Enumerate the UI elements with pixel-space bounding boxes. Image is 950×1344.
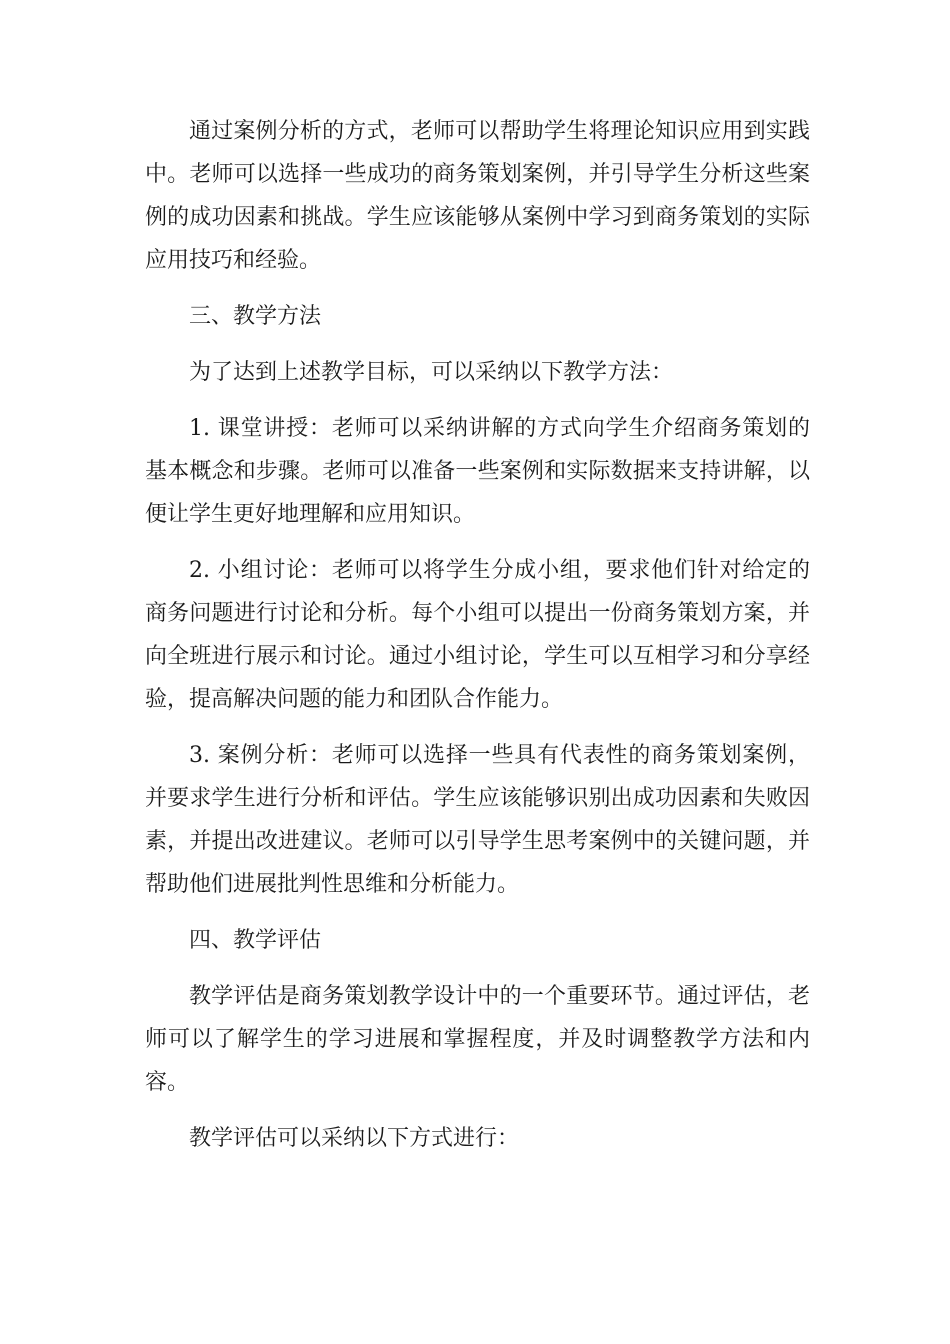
paragraph-method-group-discussion: 2. 小组讨论：老师可以将学生分成小组，要求他们针对给定的商务问题进行讨论和分析。每个小组可以提出一份商务策划方案，并向全班进行展示和讨论。通过小组讨论，学生可以互相学习和分享经验，提高解决问题的能力和团队合作能力。 — [145, 558, 810, 712]
section-heading-teaching-methods: 三、教学方法 — [189, 304, 322, 329]
section-heading-teaching-evaluation: 四、教学评估 — [189, 928, 322, 953]
paragraph-method-case-analysis: 3. 案例分析：老师可以选择一些具有代表性的商务策划案例，并要求学生进行分析和评估。学生应该能够识别出成功因素和失败因素，并提出改进建议。老师可以引导学生思考案例中的关键问题，并帮助他们进展批判性思维和分析能力。 — [145, 743, 810, 897]
paragraph-evaluation-intro: 教学评估是商务策划教学设计中的一个重要环节。通过评估，老师可以了解学生的学习进展和掌握程度，并及时调整教学方法和内容。 — [145, 984, 810, 1095]
paragraph-methods-intro: 为了达到上述教学目标，可以采纳以下教学方法： — [189, 360, 674, 385]
paragraph-case-analysis-intro: 通过案例分析的方式，老师可以帮助学生将理论知识应用到实践中。老师可以选择一些成功的商务策划案例，并引导学生分析这些案例的成功因素和挑战。学生应该能够从案例中学习到商务策划的实际应用技巧和经验。 — [145, 119, 810, 273]
paragraph-method-lecture: 1. 课堂讲授：老师可以采纳讲解的方式向学生介绍商务策划的基本概念和步骤。老师可以准备一些案例和实际数据来支持讲解，以便让学生更好地理解和应用知识。 — [145, 416, 810, 527]
paragraph-evaluation-methods: 教学评估可以采纳以下方式进行： — [189, 1126, 520, 1151]
document-page — [145, 110, 810, 1173]
